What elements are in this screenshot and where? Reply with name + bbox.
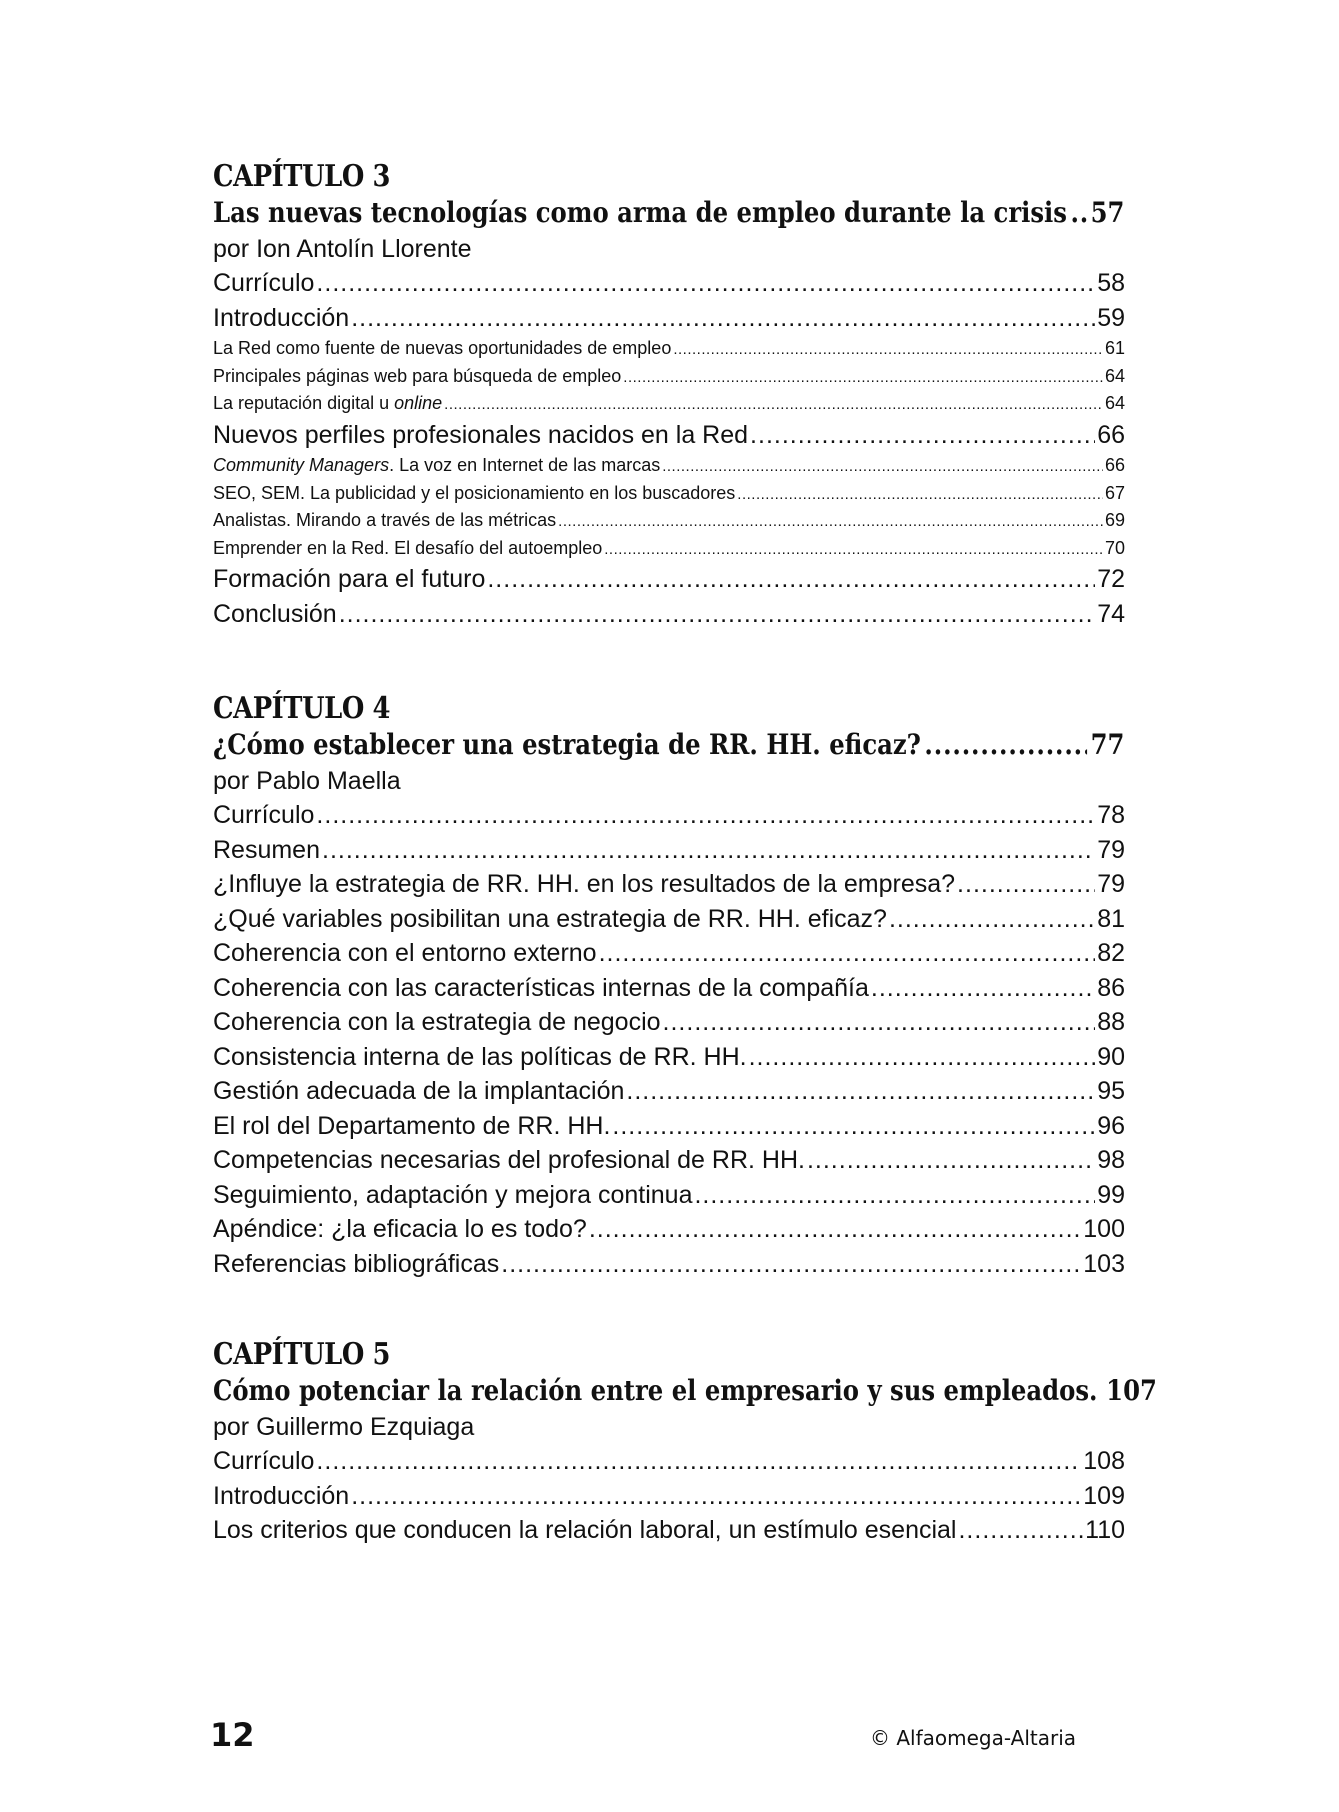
- toc-entry-page-number: 74: [1097, 599, 1125, 628]
- copyright-notice: © Alfaomega-Altaria: [870, 1726, 1077, 1750]
- dot-leader: [749, 1040, 1096, 1075]
- toc-entries: [213, 798, 1125, 1281]
- toc-entry: [213, 1444, 1125, 1479]
- dot-leader: [924, 728, 1087, 762]
- toc-entry: [213, 480, 1125, 508]
- toc-entry: [213, 971, 1125, 1006]
- dot-leader: [316, 1444, 1081, 1479]
- toc-entry-page-number: 64: [1104, 365, 1125, 386]
- dot-leader: [663, 1005, 1096, 1040]
- chapter-label: CAPÍTULO 4: [213, 691, 390, 726]
- chapter-label: CAPÍTULO 5: [213, 1337, 390, 1372]
- dot-leader: [487, 562, 1095, 597]
- toc-entry-page-number: 61: [1104, 338, 1125, 358]
- toc-entry-page-number: 95: [1097, 1077, 1125, 1105]
- dot-leader: [316, 798, 1095, 833]
- chapter-5-section: [213, 1337, 1157, 1548]
- toc-entry-page-number: 66: [1104, 455, 1125, 475]
- chapter-title: Las nuevas tecnologías como arma de empleo durante la crisis: [213, 196, 1067, 229]
- toc-entry-title: La Red como fuente de nuevas oportunidades de empleo: [213, 338, 672, 358]
- toc-entry: [213, 1247, 1125, 1282]
- toc-entry-page-number: 66: [1097, 420, 1125, 449]
- page-number: 12: [210, 1716, 255, 1754]
- toc-entry-title: Coherencia con la estrategia de negocio: [213, 1008, 661, 1036]
- toc-entry: [213, 798, 1125, 833]
- toc-entry-title: Competencias necesarias del profesional de RR. HH.: [213, 1146, 805, 1174]
- toc-entry: [213, 936, 1125, 971]
- toc-entry-title: Emprender en la Red. El desafío del autoempleo: [213, 537, 603, 558]
- chapter-title: Cómo potenciar la relación entre el empresario y sus empleados.: [213, 1374, 1098, 1407]
- toc-entry-page-number: 78: [1097, 801, 1125, 829]
- toc-entry-page-number: 88: [1097, 1008, 1125, 1036]
- chapter-page-number: 107: [1106, 1374, 1157, 1407]
- toc-entry-page-number: 58: [1097, 269, 1125, 297]
- toc-entry: [213, 1074, 1125, 1109]
- dot-leader: [807, 1143, 1095, 1178]
- toc-entry-title: [213, 390, 442, 418]
- toc-entry-page-number: 79: [1097, 835, 1125, 864]
- dot-leader: [694, 1178, 1095, 1213]
- chapter-3-section: [213, 160, 1125, 631]
- toc-entry-title: Referencias bibliográficas: [213, 1249, 500, 1278]
- toc-entry-page-number: 82: [1097, 939, 1125, 967]
- toc-entry-title: Currículo: [213, 269, 315, 297]
- dot-leader: [958, 1513, 1083, 1548]
- toc-entry: [213, 1513, 1125, 1548]
- toc-entry-italic: Community Managers: [213, 455, 390, 475]
- toc-entry-title: SEO, SEM. La publicidad y el posicionamiento en los buscadores: [213, 482, 736, 503]
- toc-entry-title: ¿Qué variables posibilitan una estrategia de RR. HH. eficaz?: [213, 904, 887, 933]
- chapter-page-number: 77: [1090, 728, 1125, 761]
- chapter-title-row: [213, 1374, 1157, 1410]
- toc-entry: [213, 335, 1125, 363]
- toc-entry-page-number: 72: [1097, 565, 1125, 593]
- toc-entry-title: Apéndice: ¿la eficacia lo es todo?: [213, 1215, 587, 1243]
- toc-entries: [213, 1444, 1125, 1548]
- toc-entry-title: Conclusión: [213, 599, 337, 628]
- toc-entry: [213, 867, 1125, 902]
- toc-entry-page-number: 69: [1104, 510, 1125, 530]
- dot-leader: [1070, 196, 1087, 230]
- toc-entry-page-number: 109: [1083, 1481, 1125, 1510]
- toc-entry-page-number: 70: [1104, 537, 1125, 558]
- toc-entry-title: Analistas. Mirando a través de las métricas: [213, 510, 557, 530]
- dot-leader: [673, 335, 1103, 364]
- toc-entry-title: Coherencia con el entorno externo: [213, 939, 597, 967]
- toc-entry: [213, 1178, 1125, 1213]
- toc-entry-page-number: 81: [1097, 904, 1125, 933]
- toc-entry-page-number: 99: [1097, 1180, 1125, 1209]
- toc-entry-title: Principales páginas web para búsqueda de empleo: [213, 365, 622, 386]
- toc-entry-title: [213, 452, 660, 480]
- dot-leader: [626, 1074, 1095, 1109]
- dot-leader: [589, 1212, 1081, 1247]
- toc-entry-title: Currículo: [213, 801, 315, 829]
- dot-leader: [604, 535, 1103, 564]
- chapter-page-number: 57: [1090, 196, 1125, 229]
- toc-entry: [213, 1109, 1125, 1144]
- toc-entry: [213, 1040, 1125, 1075]
- toc-entry-title: Los criterios que conducen la relación laboral, un estímulo esencial: [213, 1516, 957, 1544]
- toc-entry-page-number: 64: [1104, 393, 1125, 413]
- dot-leader: [558, 507, 1103, 536]
- dot-leader: [750, 418, 1095, 453]
- toc-entry: [213, 535, 1125, 563]
- toc-entry-title: Nuevos perfiles profesionales nacidos en la Red: [213, 420, 749, 449]
- dot-leader: [599, 936, 1096, 971]
- chapter-author: por Pablo Maella: [213, 767, 401, 795]
- toc-entry-page-number: 79: [1097, 870, 1125, 898]
- dot-leader: [612, 1109, 1095, 1144]
- toc-entry: [213, 562, 1125, 597]
- chapter-4-section: [213, 692, 1125, 1281]
- toc-entries: [213, 266, 1125, 631]
- toc-entry-title: Formación para el futuro: [213, 565, 486, 593]
- toc-entry-title: Coherencia con las características internas de la compañía: [213, 973, 869, 1002]
- dot-leader: [316, 266, 1095, 301]
- dot-leader: [444, 390, 1103, 419]
- toc-entry-page-number: 86: [1097, 973, 1125, 1002]
- toc-entry-page-number: 67: [1104, 482, 1125, 503]
- toc-entry-title: Introducción: [213, 1481, 350, 1510]
- toc-entry: [213, 452, 1125, 480]
- toc-entry: [213, 507, 1125, 535]
- toc-entry-page-number: 103: [1083, 1249, 1125, 1278]
- toc-entry-page-number: 100: [1083, 1215, 1125, 1243]
- toc-entry: [213, 418, 1125, 453]
- dot-leader: [871, 971, 1095, 1006]
- dot-leader: [322, 833, 1095, 868]
- toc-entry: [213, 266, 1125, 301]
- toc-entry: [213, 902, 1125, 937]
- toc-entry: [213, 390, 1125, 418]
- chapter-title: ¿Cómo establecer una estrategia de RR. HH. eficaz?: [213, 728, 921, 761]
- toc-entry-title: ¿Influye la estrategia de RR. HH. en los resultados de la empresa?: [213, 870, 956, 898]
- toc-entry-italic: online: [394, 393, 443, 413]
- chapter-author: por Guillermo Ezquiaga: [213, 1413, 475, 1441]
- toc-entry-page-number: 108: [1083, 1447, 1125, 1475]
- toc-entry-title: Introducción: [213, 303, 350, 332]
- dot-leader: [737, 480, 1103, 509]
- dot-leader: [501, 1247, 1081, 1282]
- dot-leader: [351, 1479, 1081, 1514]
- toc-entry-page-number: 96: [1097, 1111, 1125, 1140]
- toc-entry: [213, 1143, 1125, 1178]
- chapter-title-row: [213, 728, 1124, 764]
- toc-entry: [213, 1212, 1125, 1247]
- toc-entry: [213, 363, 1125, 391]
- dot-leader: [662, 452, 1103, 481]
- toc-entry-title: Resumen: [213, 835, 320, 864]
- dot-leader: [623, 363, 1103, 392]
- toc-entry: [213, 833, 1125, 868]
- toc-entry-title: Consistencia interna de las políticas de RR. HH.: [213, 1042, 747, 1071]
- toc-entry-title: Seguimiento, adaptación y mejora continua: [213, 1180, 693, 1209]
- chapter-title-row: [213, 196, 1124, 232]
- toc-entry-text: . La voz en Internet de las marcas: [389, 455, 661, 475]
- dot-leader: [339, 597, 1096, 632]
- toc-entry: [213, 597, 1125, 632]
- chapter-label: CAPÍTULO 3: [213, 159, 390, 194]
- dot-leader: [351, 301, 1095, 336]
- toc-entry: [213, 1479, 1125, 1514]
- toc-entry-page-number: 90: [1097, 1042, 1125, 1071]
- toc-entry: [213, 1005, 1125, 1040]
- toc-entry-page-number: 110: [1085, 1516, 1125, 1544]
- toc-entry-page-number: 98: [1097, 1146, 1125, 1174]
- toc-entry-title: Currículo: [213, 1447, 315, 1475]
- dot-leader: [889, 902, 1095, 937]
- chapter-author: por Ion Antolín Llorente: [213, 235, 472, 263]
- toc-entry: [213, 301, 1125, 336]
- dot-leader: [957, 867, 1095, 902]
- toc-entry-text: La reputación digital u: [213, 393, 395, 413]
- toc-entry-title: El rol del Departamento de RR. HH.: [213, 1111, 611, 1140]
- toc-entry-page-number: 59: [1097, 303, 1125, 332]
- toc-entry-title: Gestión adecuada de la implantación: [213, 1077, 625, 1105]
